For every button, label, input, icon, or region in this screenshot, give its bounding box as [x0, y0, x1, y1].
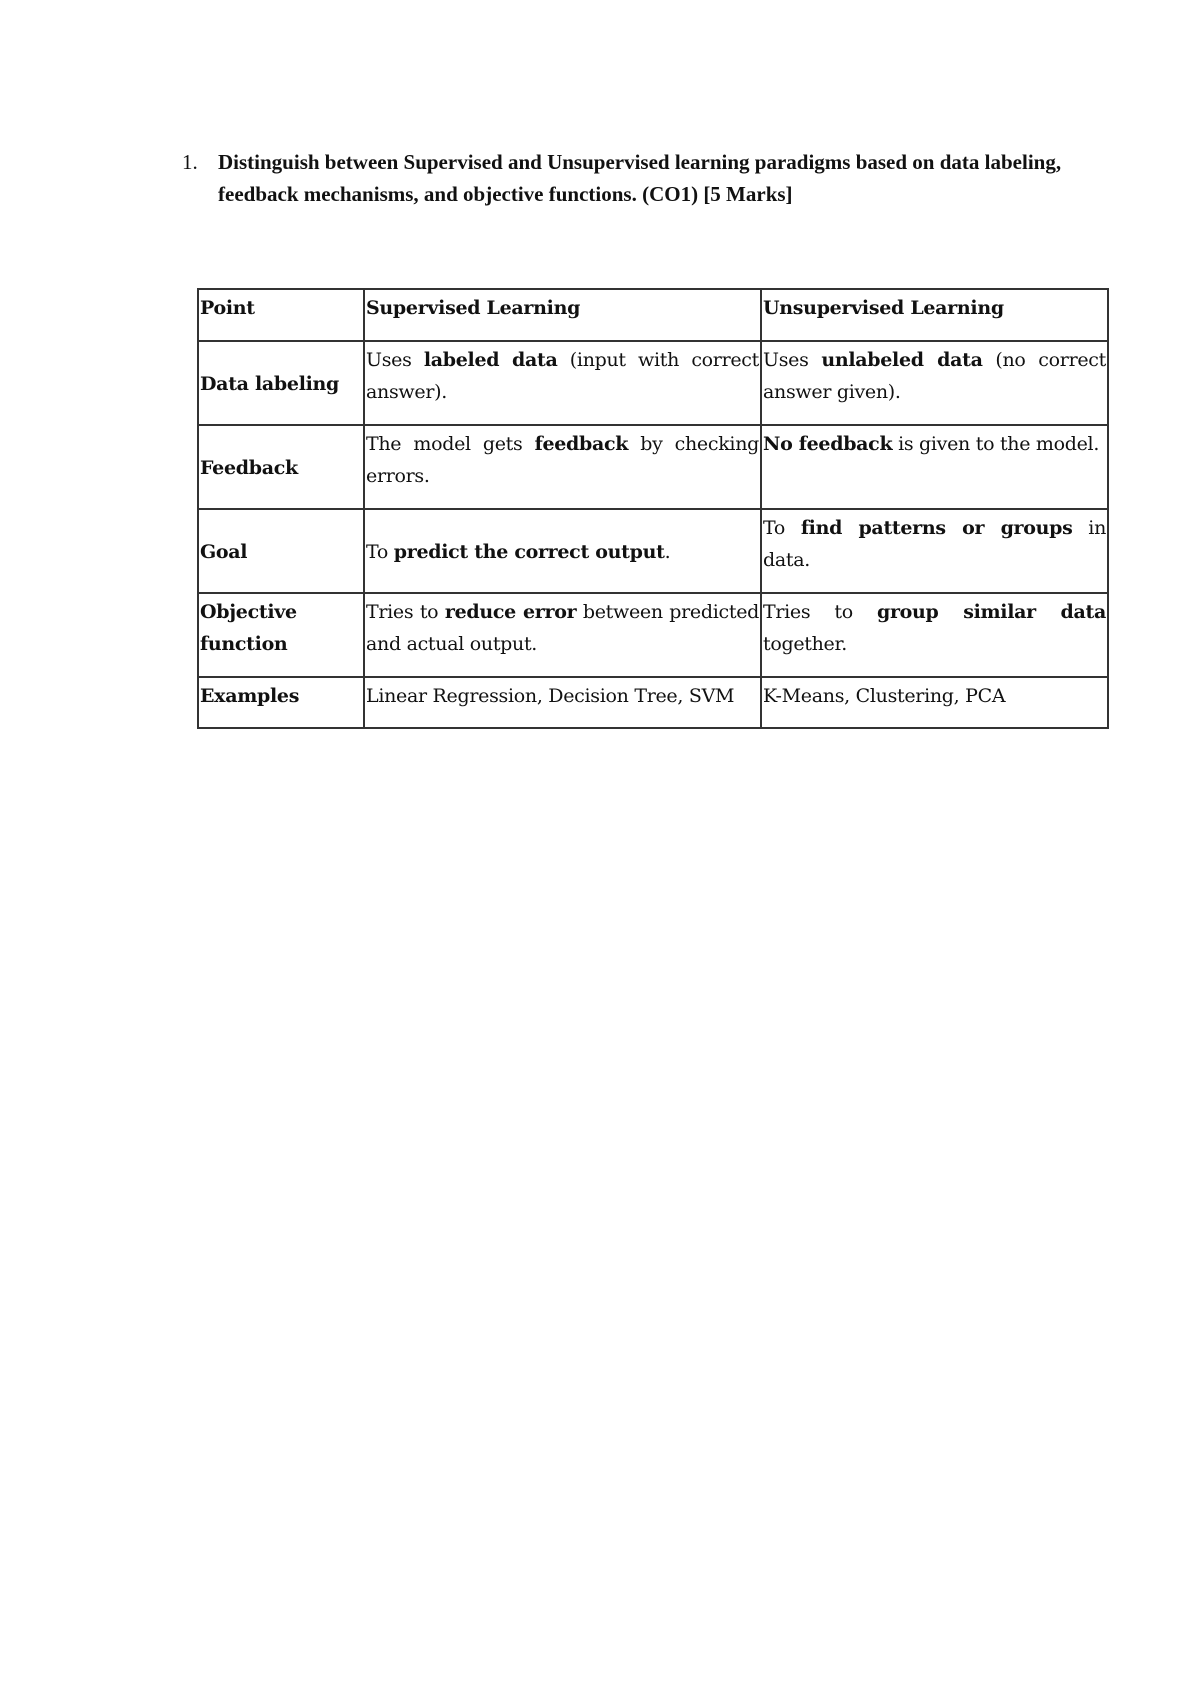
row-point: Data labeling — [198, 341, 364, 425]
cell-bold-text: group similar data — [876, 601, 1107, 623]
cell-supervised — [364, 677, 761, 728]
cell-text: between predicted and actual output. — [366, 601, 760, 655]
cell-text: in data. — [763, 517, 1107, 571]
cell-text: To — [366, 541, 394, 563]
cell-supervised — [364, 425, 761, 509]
cell-text: (input with correct answer). — [366, 349, 759, 403]
cell-text: by checking errors. — [366, 433, 759, 487]
cell-text: Uses — [763, 349, 822, 371]
row-point: Objective function — [198, 593, 364, 677]
header-unsupervised: Unsupervised Learning — [761, 289, 1108, 341]
header-supervised: Supervised Learning — [364, 289, 761, 341]
question-number: 1. — [182, 150, 198, 174]
cell-supervised — [364, 593, 761, 677]
table-row — [198, 677, 1108, 728]
table-row — [198, 341, 1108, 425]
cell-bold-text: unlabeled data — [821, 349, 983, 371]
table-row — [198, 509, 1108, 593]
cell-text: Tries to — [763, 601, 877, 623]
row-point: Feedback — [198, 425, 364, 509]
table-row — [198, 425, 1108, 509]
cell-text: To — [763, 517, 801, 539]
cell-unsupervised — [761, 593, 1108, 677]
table-row — [198, 593, 1108, 677]
table-header-row — [198, 289, 1108, 341]
cell-text: Tries to — [366, 601, 445, 623]
cell-unsupervised — [761, 509, 1108, 593]
cell-unsupervised — [761, 425, 1108, 509]
cell-bold-text: feedback — [534, 433, 629, 455]
cell-supervised — [364, 341, 761, 425]
cell-text: Uses — [366, 349, 424, 371]
cell-text: The model gets — [366, 433, 535, 455]
cell-unsupervised — [761, 341, 1108, 425]
cell-text: is given to the model. — [892, 433, 1100, 455]
cell-unsupervised — [761, 677, 1108, 728]
header-point: Point — [198, 289, 364, 341]
cell-text: . — [664, 541, 671, 563]
question-text: Distinguish between Supervised and Unsupervised learning paradigms based on data labeling, feedback mechanisms, and objective functions. (CO1) [5 Marks] — [218, 150, 1062, 206]
row-point: Goal — [198, 509, 364, 593]
question — [182, 146, 1082, 210]
comparison-table — [197, 288, 1109, 729]
cell-text: K-Means, Clustering, PCA — [763, 685, 1006, 707]
row-point: Examples — [198, 677, 364, 728]
cell-supervised — [364, 509, 761, 593]
cell-bold-text: find patterns or groups — [800, 517, 1073, 539]
cell-text: (no correct answer given). — [763, 349, 1106, 403]
cell-text: Linear Regression, Decision Tree, SVM — [366, 685, 735, 707]
cell-bold-text: reduce error — [444, 601, 577, 623]
cell-bold-text: labeled data — [423, 349, 558, 371]
cell-bold-text: No feedback — [763, 433, 893, 455]
cell-bold-text: predict the correct output — [393, 541, 665, 563]
cell-text: together. — [763, 633, 847, 655]
